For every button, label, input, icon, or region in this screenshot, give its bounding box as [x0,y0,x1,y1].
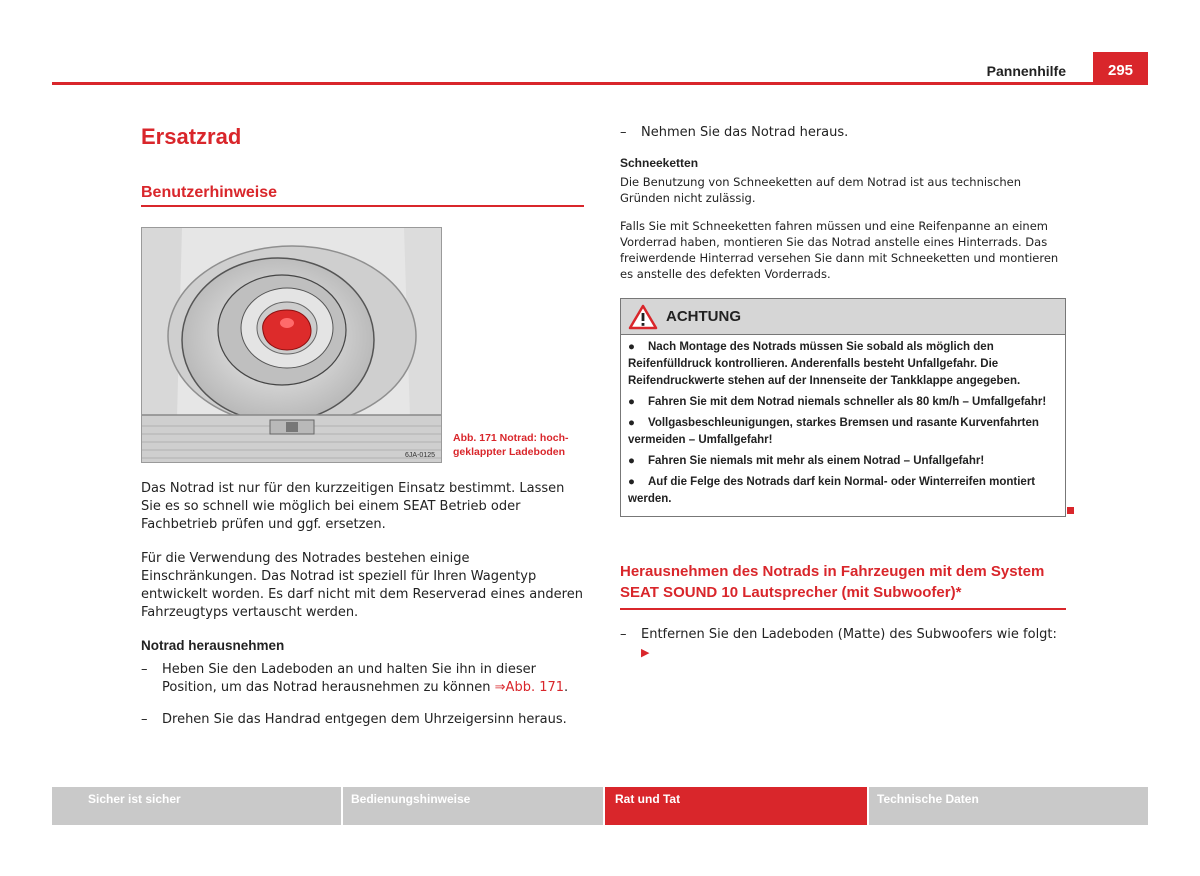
figure-caption [453,431,588,459]
footer-tab-bedienung[interactable]: Bedienungshinweise [343,787,603,825]
paragraph: Falls Sie mit Schneeketten fahren müssen und eine Reifenpanne an einem Vorderrad haben, montieren Sie das Notrad anstelle eines Hinterrads. Das freiwerdende Hinterrad versehen Sie dann mit Schneeketten und montieren es anstelle des defekten Vorderrads. [620,219,1059,281]
warning-item-text: Fahren Sie niemals mit mehr als einem Notrad – Unfallgefahr! [648,455,985,467]
footer-tab-sicher[interactable]: Sicher ist sicher [52,787,341,825]
bullet-icon: ● [628,396,635,408]
chapter-title: Ersatzrad [141,124,242,149]
warning-item-text: Nach Montage des Notrads müssen Sie sobald als möglich den Reifenfülldruck kontrollieren. Anderenfalls besteht Unfallgefahr. Die Reifendruckwerte stehen auf der Innenseite der Tankklappe angegeben. [628,341,1021,387]
spare-wheel-figure [141,227,442,463]
bullet-icon: ● [628,417,635,429]
step-list [620,124,1066,142]
section-title: Herausnehmen des Notrads in Fahrzeugen mit dem System SEAT SOUND 10 Lautsprecher (mit Subwoofer)* [620,561,1066,610]
header-section-title: Pannenhilfe [986,63,1066,79]
step-text: Entfernen Sie den Ladeboden (Matte) des Subwoofers wie folgt: [641,627,1057,642]
warning-item [628,415,1057,449]
bullet-icon: ● [628,476,635,488]
step-item: – Drehen Sie das Handrad entgegen dem Uhrzeigersinn heraus. [141,711,584,729]
warning-item [628,474,1057,508]
page-number: 295 [1093,52,1148,84]
subheading: Schneeketten [620,156,699,170]
figure-row [141,227,584,463]
warning-triangle-icon [628,304,658,330]
warning-item [628,339,1057,390]
right-column [620,120,1066,676]
figure-reference-link[interactable]: ⇒Abb. 171 [494,680,565,695]
figure-caption-line: geklappter Ladeboden [453,446,566,458]
figure-caption-line: Abb. 171 Notrad: hoch- [453,432,569,444]
warning-body [621,335,1065,516]
step-text: Heben Sie den Ladeboden an und halten Sie ihn in dieser Position, um das Notrad herausnehmen zu können [162,662,536,695]
paragraph: Für die Verwendung des Notrades bestehen einige Einschränkungen. Das Notrad ist speziell für Ihren Wagentyp entwickelt worden. Es darf nicht mit dem Reserverad eines anderen Fahrzeugtyps vertauscht werden. [141,551,583,620]
footer-tab-technische-daten[interactable]: Technische Daten [869,787,1148,825]
step-list [141,661,584,729]
footer-tab-rat-und-tat[interactable]: Rat und Tat [605,787,867,825]
paragraph: Das Notrad ist nur für den kurzzeitigen Einsatz bestimmt. Lassen Sie es so schnell wie möglich bei einem SEAT Betrieb oder Fachbetrieb prüfen und ggf. ersetzen. [141,481,565,532]
step-item: – Nehmen Sie das Notrad heraus. [620,124,1066,142]
warning-item [628,453,1057,470]
figure-code: 6JA-0125 [405,452,435,459]
spare-wheel-illustration [142,228,442,463]
header-rule [52,82,1148,85]
warning-item [628,394,1057,411]
step-item [620,626,1066,662]
warning-box [620,298,1066,517]
warning-item-text: Auf die Felge des Notrads darf kein Normal- oder Winterreifen montiert werden. [628,476,1036,505]
continue-arrow-icon: ▶ [641,646,650,659]
warning-item-text: Fahren Sie mit dem Notrad niemals schneller als 80 km/h – Umfallgefahr! [648,396,1047,408]
paragraph: Die Benutzung von Schneeketten auf dem Notrad ist aus technischen Gründen nicht zulässig. [620,175,1022,205]
step-end: . [564,680,569,695]
step-list [620,626,1066,662]
section-title: Benutzerhinweise [141,184,584,207]
warning-header [621,299,1065,335]
bullet-icon: ● [628,455,635,467]
step-item [141,661,584,697]
warning-item-text: Vollgasbeschleunigungen, starkes Bremsen und rasante Kurvenfahrten vermeiden – Umfallgefahr! [628,417,1039,446]
bullet-icon: ● [628,341,635,353]
left-column [141,120,584,743]
end-marker-icon [1067,507,1074,514]
subheading: Notrad herausnehmen [141,638,285,653]
warning-title: ACHTUNG [666,308,741,325]
